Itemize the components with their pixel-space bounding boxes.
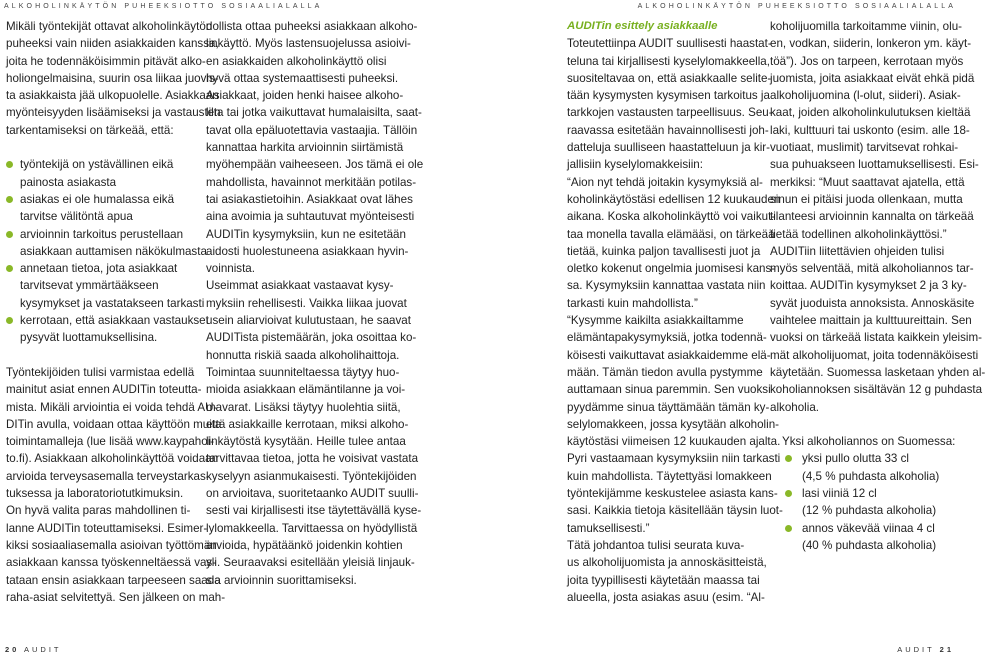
text-line: us alkoholijuomista ja annoskäsitteistä,: [567, 556, 767, 570]
box-item: [782, 468, 958, 485]
text-line: (4,5 % puhdasta alkoholia): [802, 469, 940, 483]
column-1: [6, 18, 226, 606]
list-item: [20, 260, 205, 312]
text-line: DITin avulla, voidaan ottaa käyttöön muita: [6, 417, 222, 431]
paragraph: [6, 502, 226, 606]
text-line: voinnista.: [206, 262, 255, 276]
text-line: syvät juoduista annoksista. Annoskäsite: [770, 296, 975, 310]
text-line: Toimintaa suunniteltaessa täytyy huo-: [206, 365, 400, 379]
paragraph: [567, 537, 767, 606]
text-line: työntekijämme keskustelee asiasta kans-: [567, 487, 778, 501]
text-line: kannattaa harkita arvioinnin siirtämistä: [206, 141, 404, 155]
text-line: linkäyttö. Myös lastensuojelussa asioivi-: [206, 37, 411, 51]
text-line: sasi. Kaikkia tietoja käsitellään täysin luot-: [567, 504, 783, 518]
paragraph: [206, 87, 424, 277]
paragraph: [6, 364, 222, 502]
text-line: tarkasti kuin mahdollista.”: [567, 296, 698, 310]
footer-right: [897, 645, 954, 654]
text-line: Toteutettiinpa AUDIT suullisesti haastat-: [567, 37, 772, 51]
text-line: holiongelmaisina, suurin osa liikaa juovis-: [6, 71, 219, 85]
text-line: dollista ottaa puheeksi asiakkaan alkoho-: [206, 20, 418, 33]
text-line: linkäytöstä kysytään. Heille tulee antaa: [206, 435, 406, 449]
text-line: alkoholijuomina (l-olut, siideri). Asiak-: [770, 89, 961, 103]
box-item: [782, 450, 958, 467]
text-line: Pyri vastaamaan kysymyksiin niin tarkasti: [567, 452, 781, 466]
paragraph: [206, 364, 422, 589]
list-item: [20, 191, 202, 226]
footer-right-label: AUDIT: [897, 645, 935, 654]
text-line: Useimmat asiakkaat vastaavat kysy-: [206, 279, 394, 293]
text-line: mainitut asiat ennen AUDITin toteutta-: [6, 383, 202, 397]
text-line: vuoksi on tärkeää listata kaikkein yleisim-: [770, 331, 982, 345]
text-line: tarvitsevat ymmärtääkseen: [20, 279, 159, 293]
text-line: mioida asiakkaan elämäntilanne ja voi-: [206, 383, 406, 397]
text-line: AUDITiin liitettävien ohjeiden tulisi: [770, 244, 945, 258]
text-line: yli. Seuraavaksi esitellään yleisiä linjauk-: [206, 556, 415, 570]
bullet-icon: [785, 525, 792, 532]
text-line: arvioinnin tarkoitus perustellaan: [20, 227, 184, 241]
text-line: “Aion nyt tehdä joitakin kysymyksiä al-: [567, 175, 763, 189]
text-line: Tätä johdantoa tulisi seurata kuva-: [567, 538, 745, 552]
text-line: tarkkojen vastausten tarpeellisuus. Seu-: [567, 106, 773, 120]
text-line: honnutta riskiä saada alkoholihaittoja.: [206, 348, 400, 362]
text-line: lanne AUDITin toteuttamiseksi. Esimer-: [6, 521, 208, 535]
text-line: vaihtelee maittain ja kulttuureittain. Sen: [770, 314, 972, 328]
text-line: asiakas ei ole humalassa eikä: [20, 192, 175, 206]
text-line: to.fi). Asiakkaan alkoholinkäyttöä voidaan: [6, 452, 219, 466]
text-line: kysymykset ja vastatakseen tarkasti: [20, 296, 205, 310]
text-line: yksi pullo olutta 33 cl: [802, 452, 909, 466]
text-line: aina avoimia ja suhtautuvat myönteisesti: [206, 210, 415, 224]
text-line: pyydämme sinua täyttämään tämän ky-: [567, 400, 770, 414]
text-line: joita he todennäköisimmin pitävät alko-: [6, 54, 206, 68]
text-line: pysyvät luottamuksellisina.: [20, 331, 158, 345]
text-line: tai asiakastietoihin. Asiakkaat ovat lähes: [206, 192, 413, 206]
text-line: auttamaan sinua paremmin. Sen vuoksi: [567, 383, 771, 397]
bullet-list: [6, 156, 209, 346]
text-line: (12 % puhdasta alkoholia): [802, 504, 937, 518]
text-line: myksiin rehellisesti. Vaikka liikaa juovat: [206, 296, 407, 310]
text-line: kaat, joiden alkoholinkulutuksen kieltää: [770, 106, 971, 120]
text-line: annetaan tietoa, jota asiakkaat: [20, 262, 178, 276]
text-line: On hyvä valita paras mahdollinen ti-: [6, 504, 191, 518]
paragraph: [206, 18, 418, 87]
bullet-icon: [6, 265, 13, 272]
text-line: kyselyyn asianmukaisesti. Työntekijöiden: [206, 469, 417, 483]
text-line: koittaa. AUDITin kysymykset 2 ja 3 ky-: [770, 279, 967, 293]
bullet-icon: [785, 455, 792, 462]
column-3: [567, 18, 783, 606]
text-line: tään kysymysten kysymisen tarkoitus ja: [567, 89, 770, 103]
text-line: mahdollista, havainnot merkitään potilas-: [206, 175, 417, 189]
bullet-icon: [785, 490, 792, 497]
text-line: taa monella tavalla elämääsi, on tärkeää: [567, 227, 775, 241]
list-item: [20, 226, 207, 261]
text-line: oletko kokenut ongelmia juomisesi kans-: [567, 262, 776, 276]
text-line: tarvittavaa tietoa, jotta he voisivat vastata: [206, 452, 419, 466]
text-line: lilta tai jotka vaikuttavat humalaisilta, saat-: [206, 106, 422, 120]
text-line: tamuksellisesti.”: [567, 521, 650, 535]
text-line: vuotiaat, muslimit) tarvitsevat rohkai-: [770, 141, 959, 155]
paragraph: [770, 18, 979, 243]
box-item: [782, 485, 958, 502]
text-line: asiakkaan auttamisen näkökulmasta: [20, 244, 207, 258]
quote-paragraph: [567, 312, 783, 537]
text-line: on arvioitava, suoritetaanko AUDIT suulli-: [206, 487, 419, 501]
text-line: sesti vai kirjallisesti itse täytettävällä kyse-: [206, 504, 422, 518]
column-4: [770, 18, 985, 554]
bullet-icon: [6, 317, 13, 324]
text-line: tarkentamiseksi on tärkeää, että:: [6, 123, 174, 137]
text-line: tilanteesi arvioinnin kannalta on tärkeää: [770, 210, 974, 224]
page-number-right: 21: [939, 645, 954, 654]
text-line: tuksessa ja laboratoriotutkimuksin.: [6, 487, 184, 501]
text-line: myöhempään vaiheeseen. Jos tämä ei ole: [206, 158, 424, 172]
text-line: aidosti huolestuneena asiakkaan hyvin-: [206, 244, 409, 258]
text-line: en asiakkaiden alkoholinkäyttö olisi: [206, 54, 387, 68]
paragraph: [6, 18, 221, 139]
text-line: työntekijä on ystävällinen eikä: [20, 158, 174, 172]
bullet-icon: [6, 161, 13, 168]
text-line: koholiannoksen sisältävän 12 g puhdasta: [770, 383, 983, 397]
text-line: painosta asiakasta: [20, 175, 117, 189]
text-line: en, vodkan, siiderin, lonkeron ym. käyt-: [770, 37, 972, 51]
text-line: tavat olla epäluotettavia vastaajia. Tällöin: [206, 123, 418, 137]
text-line: alkoholia.: [770, 400, 819, 414]
text-line: “Kysymme kaikilta asiakkailtamme: [567, 314, 744, 328]
text-line: käytöstäsi viimeisen 12 kuukauden ajalta.: [567, 435, 781, 449]
text-line: aikana. Koska alkoholinkäyttö voi vaikut-: [567, 210, 776, 224]
page-number-left: 20: [5, 645, 20, 654]
running-header-left: ALKOHOLINKÄYTÖN PUHEEKSIOTTO SOSIAALIALALLA: [4, 3, 323, 10]
text-line: mät alkoholijuomat, joita todennäköisesti: [770, 348, 979, 362]
bullet-icon: [6, 196, 13, 203]
text-line: töä”). Jos on tarpeen, kerrotaan myös: [770, 54, 964, 68]
paragraph: [770, 243, 985, 416]
text-line: lasi viiniä 12 cl: [802, 487, 877, 501]
text-line: joita tyypillisesti käytetään maassa tai: [567, 573, 760, 587]
text-line: Asiakkaat, joiden henki haisee alkoho-: [206, 89, 404, 103]
text-line: puheeksi vain niiden asiakkaiden kanssa,: [6, 37, 219, 51]
text-line: tietää, kuinka paljon tavallisesti juot ja: [567, 244, 761, 258]
paragraph: [206, 277, 417, 363]
text-line: merkiksi: “Muut saattavat ajatella, että: [770, 175, 965, 189]
box-title: Yksi alkoholiannos on Suomessa:: [782, 435, 956, 449]
text-line: tarvitse välitöntä apua: [20, 210, 133, 224]
text-line: köisesti vaikuttavat asiakkaidemme elä-: [567, 348, 771, 362]
text-line: kiksi sosiaaliasemalla asioivan työttömän: [6, 538, 217, 552]
paragraph: [567, 35, 773, 173]
footer-left: [5, 645, 62, 654]
box-item: [782, 520, 958, 537]
text-line: sua puhuakseen luottamuksellisesti. Esi-: [770, 158, 979, 172]
list-item: [20, 156, 202, 191]
text-line: alueella, josta asiakas asuu (esim. “Al-: [567, 590, 765, 604]
text-line: laki, kulttuuri tai uskonto (esim. alle 18-: [770, 123, 970, 137]
text-line: sinun ei pitäisi juoda ollenkaan, mutta: [770, 192, 963, 206]
text-line: Mikäli työntekijät ottavat alkoholinkäytön: [6, 20, 213, 33]
text-line: sa. Kysymyksiin kannattaa vastata niin: [567, 279, 766, 293]
text-line: arvioida, hypätäänkö joidenkin kohtien: [206, 538, 403, 552]
text-line: hyvä ottaa systemaattisesti puheeksi.: [206, 71, 399, 85]
text-line: ta asiakkaista jää ulkopuolelle. Asiakkaan: [6, 89, 219, 103]
text-line: raavassa esitetään havainnollisesti joh-: [567, 123, 769, 137]
box-item: [782, 502, 958, 519]
text-line: (40 % puhdasta alkoholia): [802, 538, 937, 552]
section-heading: AUDITin esittely asiakkaalle: [567, 20, 718, 32]
text-line: AUDITin kysymyksiin, kun ne esitetään: [206, 227, 406, 241]
text-line: Työntekijöiden tulisi varmistaa edellä: [6, 365, 195, 379]
list-item: [20, 312, 209, 347]
text-line: datteluja suulliseen haastatteluun ja kir-: [567, 141, 771, 155]
running-header-right: ALKOHOLINKÄYTÖN PUHEEKSIOTTO SOSIAALIALALLA: [637, 3, 956, 10]
text-line: mään. Tämän tiedon avulla pystymme: [567, 365, 763, 379]
column-2: [206, 18, 424, 589]
text-line: koholijuomilla tarkoitamme viinin, olu-: [770, 20, 963, 33]
text-line: että asiakkaille kerrotaan, miksi alkoho-: [206, 417, 409, 431]
text-line: tataan ensin asiakkaan tarpeeseen saada: [6, 573, 221, 587]
text-line: teluna tai kirjallisesti kyselylomakkeella,: [567, 54, 770, 68]
box-item: [782, 537, 958, 554]
text-line: kerrotaan, että asiakkaan vastaukset: [20, 314, 209, 328]
text-line: käytetään. Suomessa lasketaan yhden al-: [770, 365, 985, 379]
text-line: koholinkäytöstäsi edellisen 12 kuukauden: [567, 192, 781, 206]
text-line: toimintamalleja (lue lisää www.kaypahoi-: [6, 435, 215, 449]
text-line: elämäntapakysymyksiä, jotka todennä-: [567, 331, 767, 345]
text-line: suositeltavaa on, että asiakkaalle selite-: [567, 71, 772, 85]
text-line: kuin mahdollista. Täytettyäsi lomakkeen: [567, 469, 772, 483]
text-line: arvioida terveysasemalla terveystarkas-: [6, 469, 210, 483]
text-line: mista. Mikäli arviointia ei voida tehdä AU-: [6, 400, 218, 414]
bullet-icon: [6, 231, 13, 238]
text-line: annos väkevää viinaa 4 cl: [802, 521, 935, 535]
alcohol-unit-box: [770, 433, 958, 554]
text-line: sia arvioinnin suorittamiseksi.: [206, 573, 357, 587]
text-line: myönteisyyden lisäämiseksi ja vastausten: [6, 106, 221, 120]
text-line: mavarat. Lisäksi täytyy huolehtia siitä,: [206, 400, 401, 414]
text-line: raha-asiat selvitettyä. Sen jälkeen on mah-: [6, 590, 226, 604]
text-line: juomista, joita asiakkaat eivät ehkä pidä: [770, 71, 975, 85]
text-line: usein aliarvioivat kulutustaan, he saavat: [206, 314, 411, 328]
quote-paragraph: [567, 174, 781, 312]
footer-left-label: AUDIT: [24, 645, 62, 654]
text-line: myös selventää, mitä alkoholiannos tar-: [770, 262, 974, 276]
text-line: tietää todellinen alkoholinkäyttösi.”: [770, 227, 947, 241]
text-line: jallisiin kyselylomakkeisiin:: [567, 158, 703, 172]
text-line: AUDITista pistemäärän, joka osoittaa ko-: [206, 331, 417, 345]
text-line: asiakkaan kanssa työskenneltäessä vas-: [6, 556, 217, 570]
text-line: selylomakkeen, jossa kysytään alkoholin-: [567, 417, 780, 431]
text-line: lylomakkeella. Tarvittaessa on hyödyllistä: [206, 521, 418, 535]
